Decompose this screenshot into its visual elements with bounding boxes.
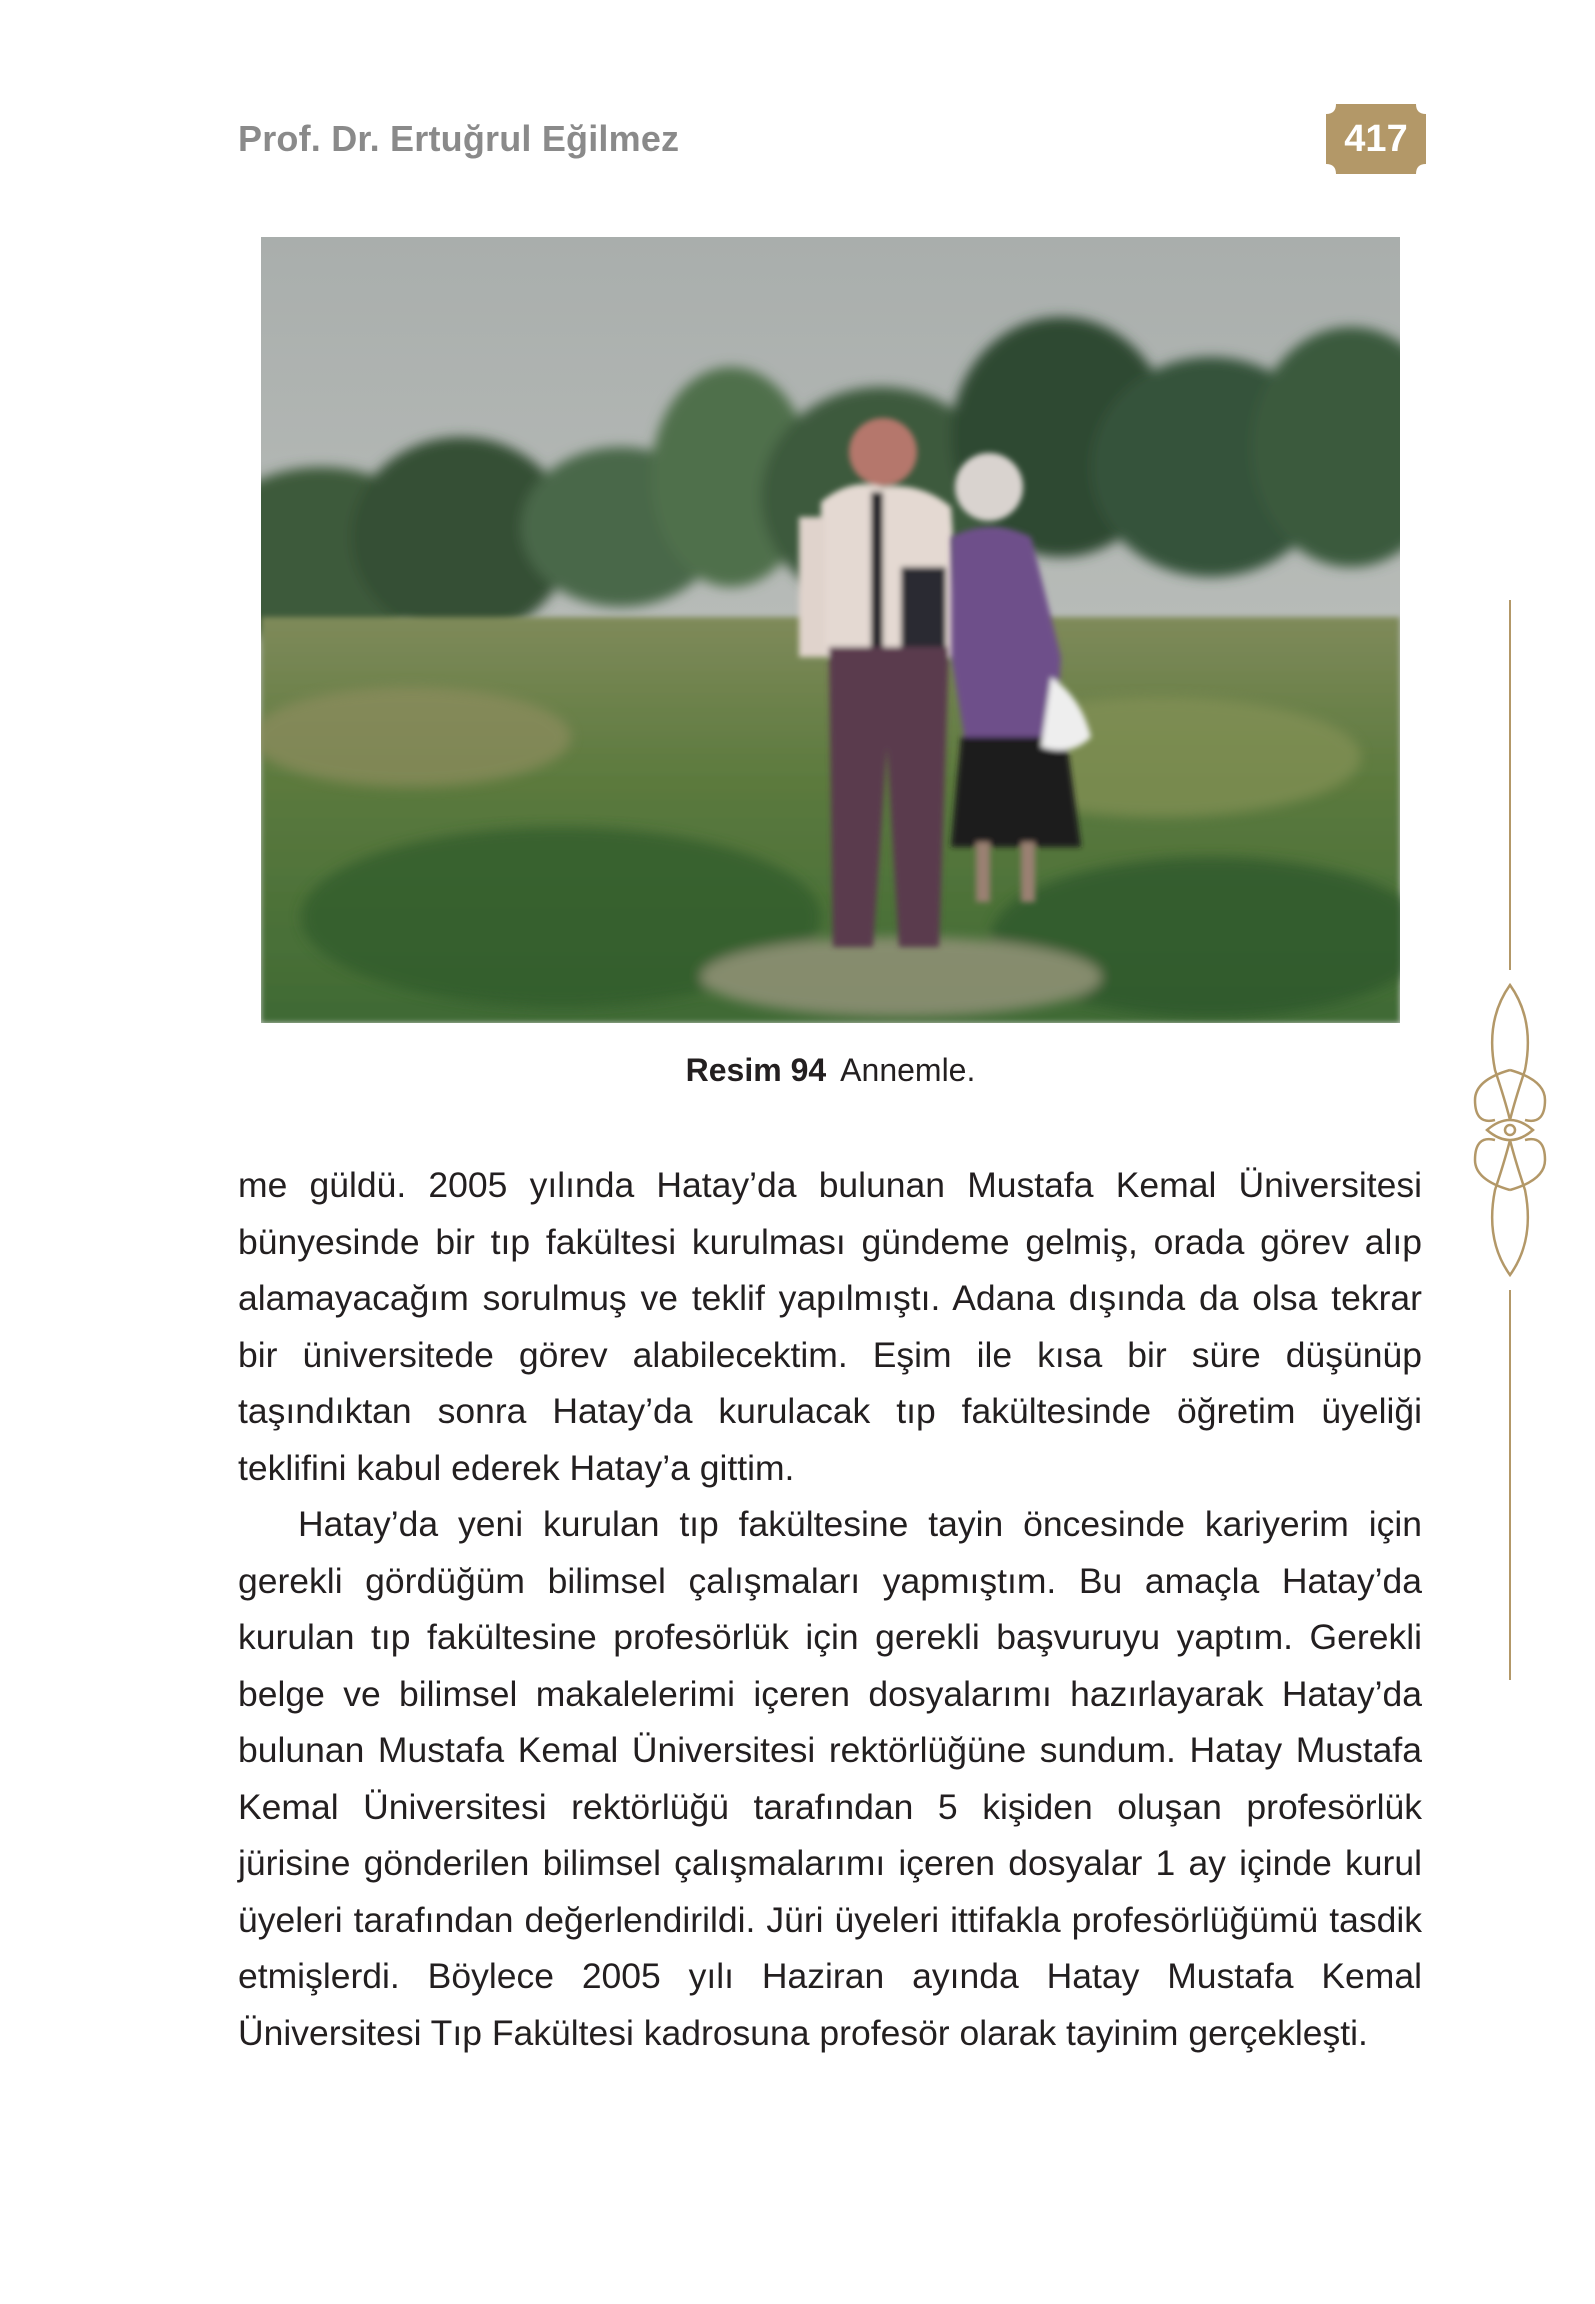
paragraph-2: Hatay’da yeni kurulan tıp fakültesine tayin öncesinde kariyerim için gerekli gördüğüm bilimsel çalışmaları yapmıştım. Bu amaçla Hatay’da kurulan tıp fakültesine profesörlük için gerekli başvuruyu yaptım. Gerekli belge ve bilimsel makalelerimi içeren dosyalarımı hazırlayarak Hatay’da bulunan Mustafa Kemal Üniversitesi rektörlüğüne sundum. Hatay Mustafa Kemal Üniversitesi rektörlüğü tarafından 5 kişiden oluşan profesörlük jürisine gönderilen bilimsel çalışmalarımı içeren dosyalar 1 ay içinde kurul üyeleri tarafından değerlendirildi. Jüri üyeleri ittifakla profesörlüğümü tasdik etmişlerdi. Böylece 2005 yılı Haziran ayında Hatay Mustafa Kemal Üniversitesi Tıp Fakültesi kadrosuna profesör olarak tayinim gerçekleşti. (238, 1504, 1422, 2053)
figure-caption (261, 1052, 1400, 1089)
body-text (238, 1157, 1422, 2061)
photo-illustration (261, 237, 1400, 1023)
page-number-badge (1322, 98, 1430, 180)
photo-mother-and-author (261, 237, 1400, 1023)
page-number: 417 (1344, 118, 1408, 160)
ornament-icon (1465, 600, 1555, 1680)
running-header-author: Prof. Dr. Ertuğrul Eğilmez (238, 118, 680, 159)
figure-caption-text: Annemle. (840, 1052, 976, 1088)
paragraph-1: me güldü. 2005 yılında Hatay’da bulunan Mustafa Kemal Üniversitesi bünyesinde bir tıp fakültesi kurulması gündeme gelmiş, orada görev alıp alamayacağım sorulmuş ve teklif yapılmıştı. Adana dışında da olsa tekrar bir üniversitede görev alabilecektim. Eşim ile kısa bir süre düşünüp taşındıktan sonra Hatay’da kurulacak tıp fakültesinde öğretim üyeliği teklifini kabul ederek Hatay’a gittim. (238, 1165, 1422, 1488)
decorative-ornament (1465, 600, 1555, 1680)
figure-label: Resim 94 (685, 1052, 827, 1088)
